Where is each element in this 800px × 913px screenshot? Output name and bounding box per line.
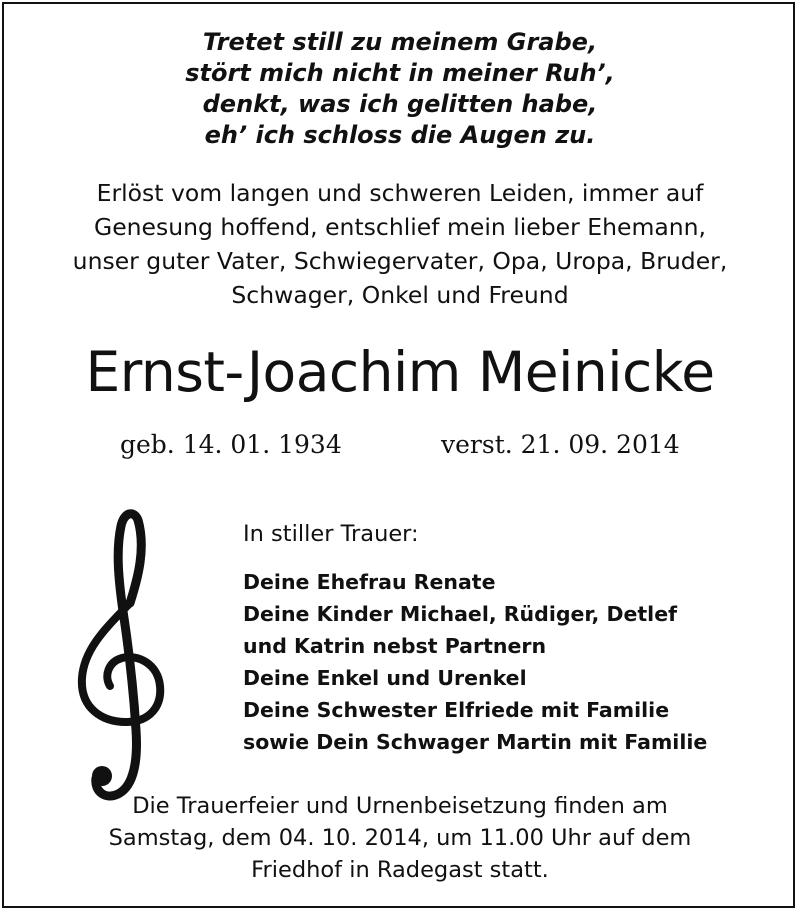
mourner-line: und Katrin nebst Partnern xyxy=(243,634,547,658)
poem-line: eh’ ich schloss die Augen zu. xyxy=(204,121,596,149)
memorial-poem xyxy=(0,27,800,151)
service-line: Die Trauerfeier und Urnenbeisetzung finden am xyxy=(132,793,668,819)
announcement-line: unser guter Vater, Schwiegervater, Opa, Uropa, Bruder, xyxy=(72,247,728,275)
poem-line: stört mich nicht in meiner Ruh’, xyxy=(185,59,615,87)
birth-date: geb. 14. 01. 1934 xyxy=(120,430,342,459)
mourning-label: In stiller Trauer: xyxy=(243,521,419,547)
funeral-service-details xyxy=(0,790,800,886)
deceased-name: Ernst-Joachim Meinicke xyxy=(85,340,715,404)
mourners-list xyxy=(243,566,707,758)
treble-clef-icon xyxy=(72,508,172,808)
announcement-line: Erlöst vom langen und schweren Leiden, immer auf xyxy=(96,179,704,207)
mourner-line: Deine Kinder Michael, Rüdiger, Detlef xyxy=(243,602,678,626)
death-date: verst. 21. 09. 2014 xyxy=(441,430,680,459)
mourner-line: Deine Schwester Elfriede mit Familie xyxy=(243,698,670,722)
poem-line: Tretet still zu meinem Grabe, xyxy=(202,28,598,56)
mourner-line: Deine Ehefrau Renate xyxy=(243,570,496,594)
service-line: Samstag, dem 04. 10. 2014, um 11.00 Uhr auf dem xyxy=(108,825,692,851)
poem-line: denkt, was ich gelitten habe, xyxy=(202,90,598,118)
announcement-line: Genesung hoffend, entschlief mein lieber Ehemann, xyxy=(93,213,706,241)
mourner-line: sowie Dein Schwager Martin mit Familie xyxy=(243,730,708,754)
death-announcement xyxy=(0,176,800,312)
service-line: Friedhof in Radegast statt. xyxy=(251,857,549,883)
announcement-line: Schwager, Onkel und Freund xyxy=(231,281,569,309)
mourner-line: Deine Enkel und Urenkel xyxy=(243,666,527,690)
